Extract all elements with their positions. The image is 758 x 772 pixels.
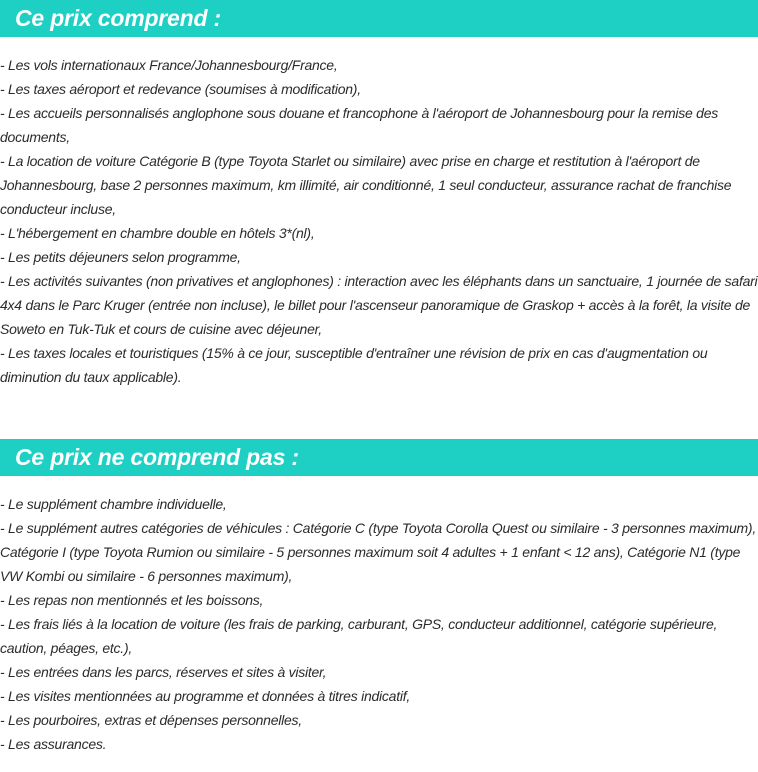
excluded-list xyxy=(0,492,758,756)
excluded-title: Ce prix ne comprend pas : xyxy=(15,444,299,470)
included-section-header xyxy=(0,0,758,37)
list-item: - Le supplément autres catégories de véhicules : Catégorie C (type Toyota Corolla Quest ou similaire - 3 personnes maximum), Catégorie I (type Toyota Rumion ou similaire - 5 personnes maximum soit 4 adultes + 1 enfant < 12 ans), Catégorie N1 (type VW Kombi ou similaire - 6 personnes maximum), xyxy=(0,520,756,584)
list-item: - Le supplément chambre individuelle, xyxy=(0,496,227,512)
list-item: - Les taxes locales et touristiques (15% à ce jour, susceptible d'entraîner une révision de prix en cas d'augmentation ou diminution du taux applicable). xyxy=(0,345,708,385)
list-item: - Les vols internationaux France/Johannesbourg/France, xyxy=(0,57,338,73)
list-item: - Les repas non mentionnés et les boissons, xyxy=(0,592,264,608)
list-item: - Les entrées dans les parcs, réserves et sites à visiter, xyxy=(0,664,327,680)
list-item: - Les accueils personnalisés anglophone sous douane et francophone à l'aéroport de Johannesbourg pour la remise des documents, xyxy=(0,105,718,145)
list-item: - Les activités suivantes (non privatives et anglophones) : interaction avec les éléphants dans un sanctuaire, 1 journée de safari 4x4 dans le Parc Kruger (entrée non incluse), le billet pour l'ascenseur panoramique de Graskop + accès à la forêt, la visite de Soweto en Tuk-Tuk et cours de cuisine avec déjeuner, xyxy=(0,273,758,337)
list-item: - Les petits déjeuners selon programme, xyxy=(0,249,241,265)
list-item: - Les visites mentionnées au programme et données à titres indicatif, xyxy=(0,688,410,704)
included-list xyxy=(0,53,758,389)
list-item: - Les taxes aéroport et redevance (soumises à modification), xyxy=(0,81,361,97)
included-title: Ce prix comprend : xyxy=(15,5,221,31)
list-item: - Les assurances. xyxy=(0,736,107,752)
list-item: - Les pourboires, extras et dépenses personnelles, xyxy=(0,712,302,728)
list-item: - L'hébergement en chambre double en hôtels 3*(nl), xyxy=(0,225,315,241)
excluded-section-header xyxy=(0,439,758,476)
list-item: - Les frais liés à la location de voiture (les frais de parking, carburant, GPS, conducteur additionnel, catégorie supérieure, caution, péages, etc.), xyxy=(0,616,718,656)
list-item: - La location de voiture Catégorie B (type Toyota Starlet ou similaire) avec prise en charge et restitution à l'aéroport de Johannesbourg, base 2 personnes maximum, km illimité, air conditionné, 1 seul conducteur, assurance rachat de franchise conducteur incluse, xyxy=(0,153,732,217)
